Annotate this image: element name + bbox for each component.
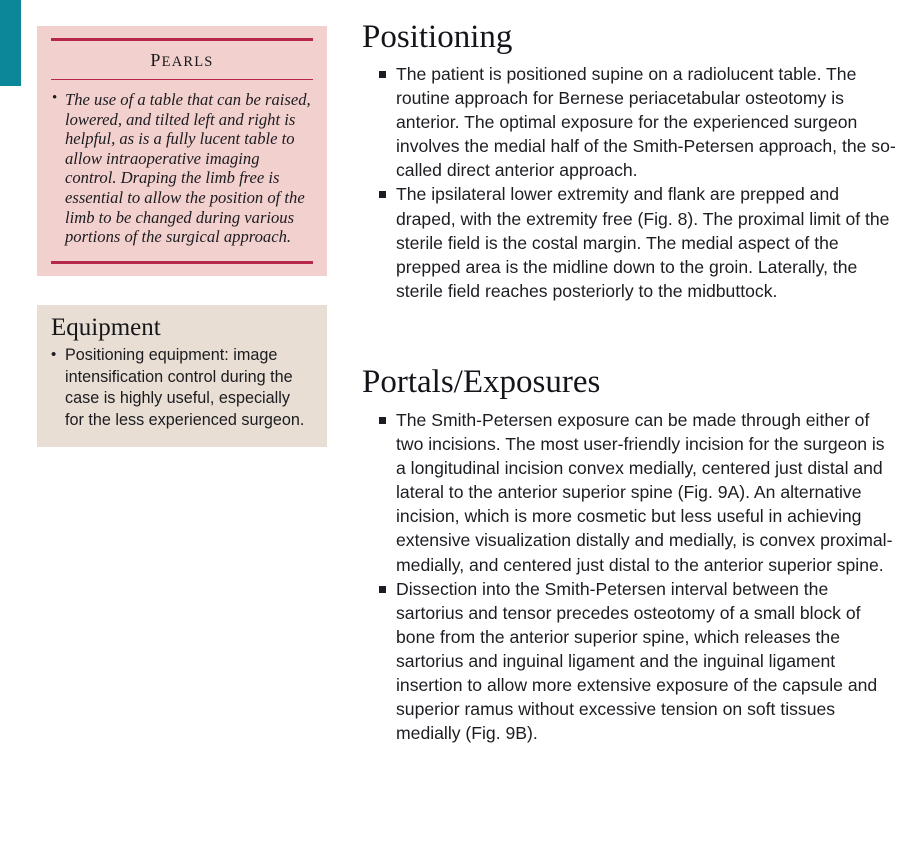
section-heading-positioning: Positioning [362, 19, 513, 55]
list-item: The patient is positioned supine on a radiolucent table. The routine approach for Bernese periacetabular osteotomy is anterior. The optimal exposure for the experienced surgeon involves the medial half of the Smith-Petersen approach, the so-called direct anterior approach. [378, 62, 897, 182]
list-item: Dissection into the Smith-Petersen interval between the sartorius and tensor precedes osteotomy of a small block of bone from the anterior superior spine, which releases the sartorius and inguinal ligament and the inguinal ligament insertion to allow more extensive exposure of the capsule and superior ramus without excessive tension on soft tissues medially (Fig. 9B). [378, 577, 897, 746]
pearls-list [51, 90, 313, 247]
list-item: The Smith-Petersen exposure can be made through either of two incisions. The most user-friendly incision for the surgeon is a longitudinal incision convex medially, centered just distal and lateral to the anterior superior spine (Fig. 9A). An alternative incision, which is more cosmetic but less useful in achieving extensive visualization distally and medially, is convex proximal-medially, and centered just distal to the anterior superior spine. [378, 408, 897, 577]
pearls-box [37, 26, 327, 276]
equipment-title: Equipment [51, 314, 161, 341]
list-item: • The use of a table that can be raised, lowered, and tilted left and right is helpful, as is a fully lucent table to allow intraoperative imaging control. Draping the limb free is essential to allow the position of the limb to be changed during various portions of the surgical approach. [51, 90, 313, 247]
pearls-title [51, 41, 313, 79]
pearls-title-rest: EARLS [161, 54, 214, 70]
positioning-bullet-list [378, 62, 897, 303]
pearls-bottom-rule [51, 261, 313, 264]
pearls-divider-rule [51, 79, 313, 80]
portals-bullet-list [378, 408, 897, 745]
equipment-list [49, 345, 313, 431]
list-item: • Positioning equipment: image intensification control during the case is highly useful, especially for the less experienced surgeon. [49, 345, 313, 431]
pearls-title-initial: P [150, 50, 162, 70]
equipment-box [37, 305, 327, 447]
teal-accent-bar [0, 0, 21, 86]
list-item: The ipsilateral lower extremity and flank are prepped and draped, with the extremity free (Fig. 8). The proximal limit of the sterile field is the costal margin. The medial aspect of the prepped area is the midline down to the groin. Laterally, the sterile field reaches posteriorly to the midbuttock. [378, 182, 897, 302]
section-heading-portals-exposures: Portals/Exposures [362, 364, 601, 400]
